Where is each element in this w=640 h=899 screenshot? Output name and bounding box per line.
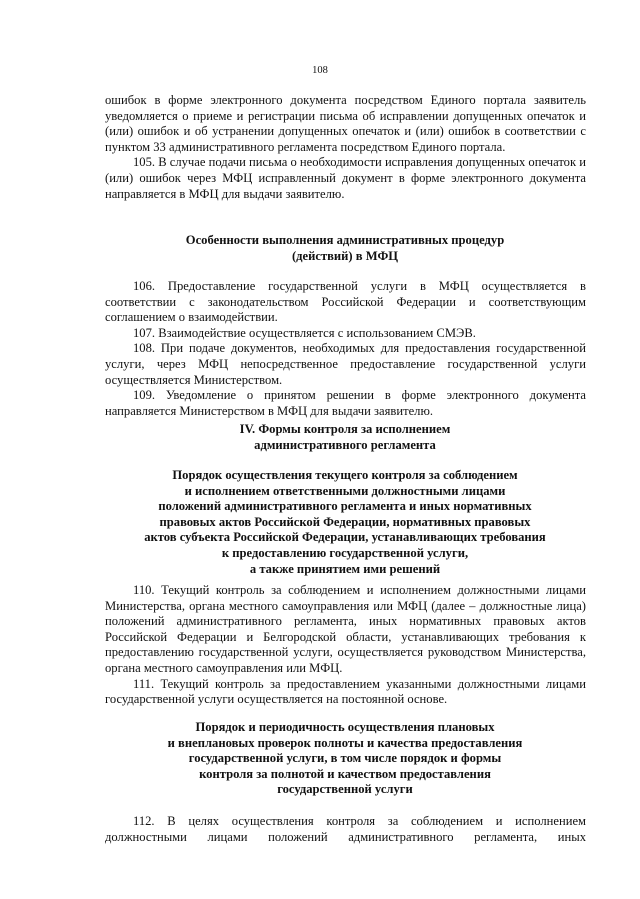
paragraph-107: 107. Взаимодействие осуществляется с использованием СМЭВ.: [133, 325, 476, 340]
heading-line: IV. Формы контроля за исполнением: [239, 422, 451, 436]
paragraph-109: 109. Уведомление о принятом решении в форме электронного документа направляется Министерством в МФЦ для выдачи заявителю.: [105, 388, 586, 418]
heading-line: государственной услуги: [277, 782, 413, 797]
heading-line: Порядок осуществления текущего контроля за соблюдением: [172, 468, 518, 482]
paragraph-112: 112. В целях осуществления контроля за соблюдением и исполнением должностными лицами положений административного регламента, иных: [105, 814, 586, 844]
heading-line: правовых актов Российской Федерации, нормативных правовых: [159, 514, 531, 529]
paragraph-106: 106. Предоставление государственной услуги в МФЦ осуществляется в соответствии с законодательством Российской Федерации и соответствующим соглашением о взаимодействии.: [105, 279, 586, 325]
heading-line: положений административного регламента и иных нормативных: [158, 499, 532, 514]
heading-line: а также принятием ими решений: [249, 561, 441, 576]
heading-line: Особенности выполнения административных процедур: [185, 233, 505, 247]
heading-line: актов субъекта Российской Федерации, устанавливающих требования: [144, 530, 546, 545]
heading-section-iv: [95, 422, 595, 453]
paragraph-111: 111. Текущий контроль за предоставлением указанными должностными лицами государственной услуги осуществляется на постоянной основе.: [105, 676, 586, 707]
heading-mfc-procedures: [95, 233, 595, 264]
heading-line: контроля за полнотой и качеством предоставления: [199, 766, 491, 781]
heading-line: (действий) в МФЦ: [291, 248, 399, 263]
text-block-3: [105, 583, 586, 708]
text-block-4: [105, 814, 586, 845]
heading-line: и внеплановых проверок полноты и качества предоставления: [167, 735, 523, 750]
heading-line: и исполнением ответственными должностными лицами: [184, 483, 506, 498]
text-block-1: [105, 93, 586, 202]
heading-line: к предоставлению государственной услуги,: [221, 545, 469, 560]
heading-line: государственной услуги, в том числе порядок и формы: [188, 751, 502, 766]
paragraph-104-continued: ошибок в форме электронного документа посредством Единого портала заявитель уведомляется о приеме и регистрации письма об исправлении допущенных опечаток и (или) ошибок и об устранении допущенных опечаток и (или) ошибок в соответствии с пунктом 33 административного регламента посредством Единого портала.: [105, 93, 586, 154]
page-number: 108: [312, 65, 328, 76]
paragraph-110: 110. Текущий контроль за соблюдением и исполнением должностными лицами Министерства, органа местного самоуправления или МФЦ (далее – должностные лица) положений административного регламента, иных нормативных правовых актов Российской Федерации и Белгородской области, устанавливающих требования к предоставлению государственной услуги, осуществляется руководством Министерства, органа местного самоуправления или МФЦ.: [105, 583, 586, 675]
paragraph-108: 108. При подаче документов, необходимых для предоставления государственной услуги, через МФЦ непосредственное предоставление государственной услуги осуществляется Министерством.: [105, 341, 586, 387]
heading-line: Порядок и периодичность осуществления плановых: [195, 720, 495, 734]
paragraph-105: 105. В случае подачи письма о необходимости исправления допущенных опечаток и (или) ошибок через МФЦ исправленный документ в форме электронного документа направляется в МФЦ для выдачи заявителю.: [105, 155, 586, 201]
heading-current-control: [95, 468, 595, 577]
heading-inspections: [95, 720, 595, 798]
heading-line: административного регламента: [254, 437, 436, 452]
text-block-2: [105, 279, 586, 419]
